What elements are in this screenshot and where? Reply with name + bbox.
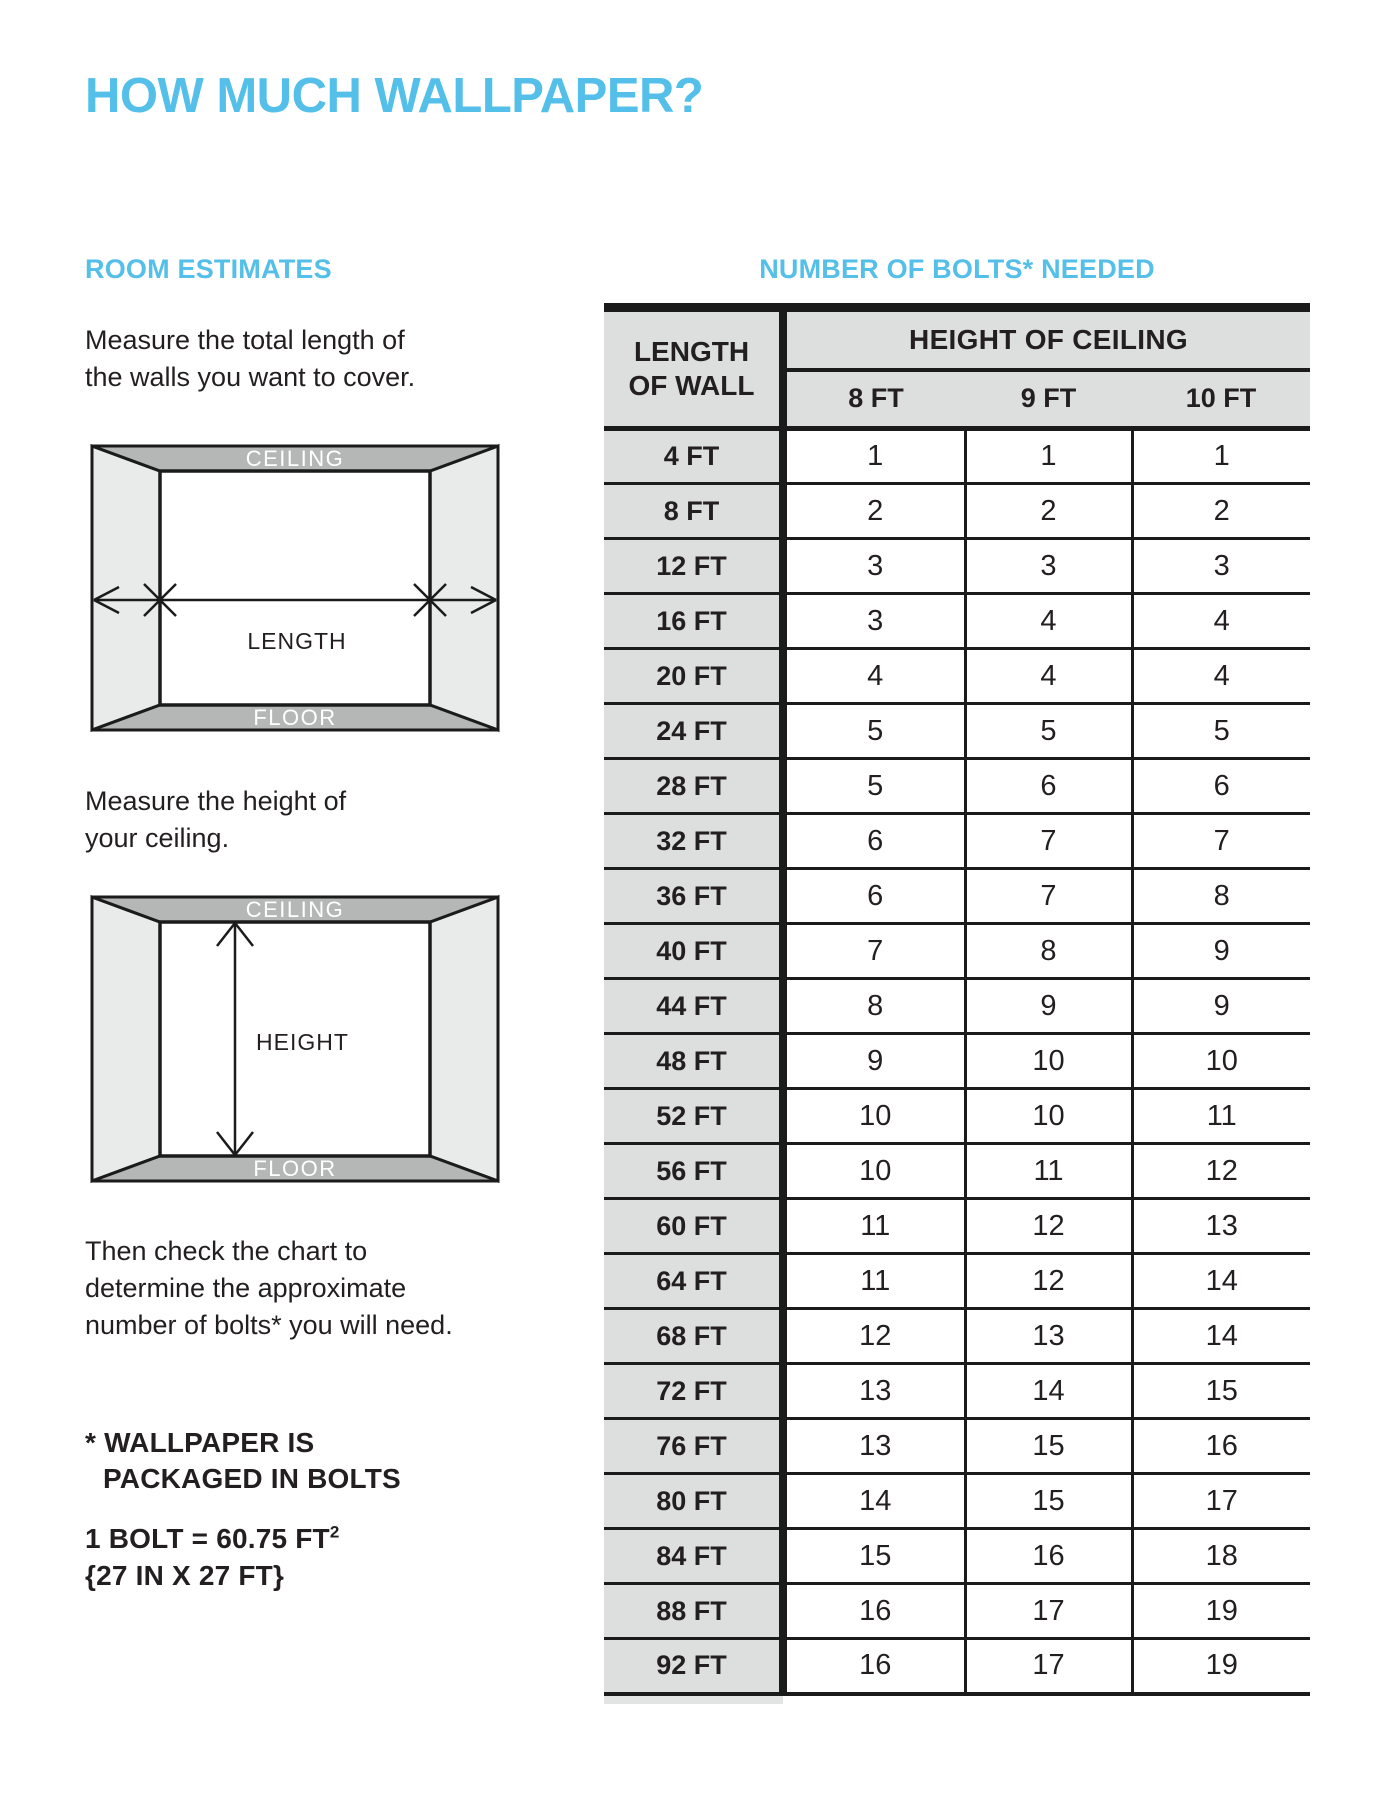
- instruction-step-3: [85, 1233, 525, 1344]
- table-row: [604, 979, 1310, 1034]
- wall-length-cell: 20 FT: [604, 649, 783, 704]
- floor-label: FLOOR: [253, 705, 337, 730]
- bolt-count-cell: 16: [783, 1639, 965, 1694]
- wall-length-cell: 28 FT: [604, 759, 783, 814]
- back-wall-panel: [160, 471, 430, 705]
- squared-exponent: 2: [329, 1522, 340, 1542]
- bolt-count-cell: 9: [965, 979, 1132, 1034]
- bolt-count-cell: 8: [965, 924, 1132, 979]
- bolt-count-cell: 12: [783, 1309, 965, 1364]
- height-measure-label: HEIGHT: [256, 1029, 349, 1055]
- bolt-count-cell: 1: [1132, 429, 1310, 484]
- bolts-needed-heading: NUMBER OF BOLTS* NEEDED: [759, 254, 1155, 284]
- wall-length-cell: 24 FT: [604, 704, 783, 759]
- length-diagram-svg: [85, 439, 505, 737]
- wall-length-cell: 64 FT: [604, 1254, 783, 1309]
- wall-length-cell: 92 FT: [604, 1639, 783, 1694]
- bolt-size-info: [85, 1520, 340, 1594]
- bolt-count-cell: 14: [783, 1474, 965, 1529]
- bolt-count-cell: 8: [783, 979, 965, 1034]
- bolt-count-cell: 4: [1132, 594, 1310, 649]
- instruction-line: the walls you want to cover.: [85, 362, 416, 392]
- left-column-stub: [604, 1696, 783, 1704]
- wall-length-cell: 32 FT: [604, 814, 783, 869]
- col-header-10ft: 10 FT: [1132, 370, 1310, 429]
- wall-length-cell: 84 FT: [604, 1529, 783, 1584]
- table-row: [604, 814, 1310, 869]
- bolt-dimensions: {27 IN X 27 FT}: [85, 1560, 285, 1591]
- bolt-count-cell: 17: [1132, 1474, 1310, 1529]
- table-row: [604, 1254, 1310, 1309]
- bolt-count-cell: 4: [965, 649, 1132, 704]
- table-row: [604, 484, 1310, 539]
- bolt-count-cell: 6: [1132, 759, 1310, 814]
- bolt-count-cell: 6: [965, 759, 1132, 814]
- bolt-count-cell: 7: [965, 869, 1132, 924]
- wall-length-cell: 4 FT: [604, 429, 783, 484]
- bolt-count-cell: 18: [1132, 1529, 1310, 1584]
- bolt-count-cell: 11: [783, 1199, 965, 1254]
- bolt-count-cell: 11: [1132, 1089, 1310, 1144]
- bolt-count-cell: 19: [1132, 1639, 1310, 1694]
- bolt-count-cell: 1: [965, 429, 1132, 484]
- bolt-count-cell: 5: [783, 704, 965, 759]
- floor-label: FLOOR: [253, 1156, 337, 1181]
- wall-length-cell: 52 FT: [604, 1089, 783, 1144]
- footnote-line: * WALLPAPER IS: [85, 1427, 315, 1458]
- bolt-count-cell: 10: [783, 1089, 965, 1144]
- bolts-table: [604, 303, 1310, 1696]
- table-row: [604, 1474, 1310, 1529]
- table-row: [604, 649, 1310, 704]
- instruction-step-2: [85, 783, 525, 857]
- table-row: [604, 1639, 1310, 1694]
- wall-length-cell: 80 FT: [604, 1474, 783, 1529]
- table-row: [604, 539, 1310, 594]
- bolt-count-cell: 14: [1132, 1309, 1310, 1364]
- table-row: [604, 1144, 1310, 1199]
- wall-length-cell: 44 FT: [604, 979, 783, 1034]
- bolt-count-cell: 9: [783, 1034, 965, 1089]
- bolt-count-cell: 2: [965, 484, 1132, 539]
- right-wall-panel: [430, 897, 498, 1181]
- footnote-line: PACKAGED IN BOLTS: [103, 1463, 401, 1494]
- col-header-9ft: 9 FT: [965, 370, 1132, 429]
- bolt-count-cell: 12: [1132, 1144, 1310, 1199]
- bolts-table-section: [604, 0, 1310, 1704]
- bolt-count-cell: 4: [965, 594, 1132, 649]
- bolt-count-cell: 14: [1132, 1254, 1310, 1309]
- wall-length-cell: 16 FT: [604, 594, 783, 649]
- bolt-count-cell: 15: [965, 1474, 1132, 1529]
- bolt-count-cell: 7: [1132, 814, 1310, 869]
- bolt-count-cell: 6: [783, 869, 965, 924]
- bolt-count-cell: 3: [783, 594, 965, 649]
- instruction-line: Measure the height of: [85, 786, 347, 816]
- right-wall-panel: [430, 446, 498, 730]
- wall-length-cell: 56 FT: [604, 1144, 783, 1199]
- bolt-count-cell: 15: [965, 1419, 1132, 1474]
- bolt-count-cell: 1: [783, 429, 965, 484]
- wall-length-cell: 48 FT: [604, 1034, 783, 1089]
- bolt-count-cell: 5: [1132, 704, 1310, 759]
- instruction-line: determine the approximate: [85, 1273, 407, 1303]
- corner-line: OF WALL: [628, 370, 755, 401]
- table-row: [604, 1419, 1310, 1474]
- bolt-count-cell: 13: [783, 1364, 965, 1419]
- height-diagram-svg: [85, 890, 505, 1188]
- bolt-count-cell: 9: [1132, 979, 1310, 1034]
- bolt-count-cell: 19: [1132, 1584, 1310, 1639]
- table-row: [604, 869, 1310, 924]
- ceiling-label: CEILING: [245, 897, 345, 922]
- table-row: [604, 704, 1310, 759]
- bolt-count-cell: 3: [783, 539, 965, 594]
- bolt-count-cell: 7: [965, 814, 1132, 869]
- wall-length-cell: 12 FT: [604, 539, 783, 594]
- bolt-count-cell: 10: [965, 1089, 1132, 1144]
- instruction-line: your ceiling.: [85, 823, 230, 853]
- instruction-step-1: [85, 322, 525, 396]
- length-measure-label: LENGTH: [247, 628, 347, 654]
- table-row: [604, 759, 1310, 814]
- bolt-count-cell: 12: [965, 1199, 1132, 1254]
- ceiling-label: CEILING: [245, 446, 345, 471]
- bolt-count-cell: 17: [965, 1584, 1132, 1639]
- height-of-ceiling-header: HEIGHT OF CEILING: [783, 308, 1310, 370]
- bolt-count-cell: 15: [783, 1529, 965, 1584]
- bolt-count-cell: 8: [1132, 869, 1310, 924]
- col-header-8ft: 8 FT: [783, 370, 965, 429]
- bolt-count-cell: 4: [1132, 649, 1310, 704]
- wall-length-cell: 8 FT: [604, 484, 783, 539]
- group-header-row: [604, 308, 1310, 370]
- bolt-count-cell: 2: [1132, 484, 1310, 539]
- table-row: [604, 1364, 1310, 1419]
- bolt-count-cell: 9: [1132, 924, 1310, 979]
- height-diagram: [85, 890, 505, 1188]
- bolt-count-cell: 10: [1132, 1034, 1310, 1089]
- left-wall-panel: [92, 446, 160, 730]
- bolt-count-cell: 5: [965, 704, 1132, 759]
- wall-length-cell: 88 FT: [604, 1584, 783, 1639]
- bolt-count-cell: 16: [965, 1529, 1132, 1584]
- wall-length-cell: 36 FT: [604, 869, 783, 924]
- instruction-line: Then check the chart to: [85, 1236, 368, 1266]
- corner-line: LENGTH: [633, 336, 750, 367]
- bolt-count-cell: 5: [783, 759, 965, 814]
- bolt-count-cell: 11: [783, 1254, 965, 1309]
- wall-length-cell: 40 FT: [604, 924, 783, 979]
- table-row: [604, 1199, 1310, 1254]
- table-row: [604, 429, 1310, 484]
- length-of-wall-header: [604, 308, 783, 429]
- wall-length-cell: 60 FT: [604, 1199, 783, 1254]
- table-row: [604, 924, 1310, 979]
- bolt-count-cell: 12: [965, 1254, 1132, 1309]
- bolt-count-cell: 13: [783, 1419, 965, 1474]
- bolt-count-cell: 17: [965, 1639, 1132, 1694]
- bolt-count-cell: 10: [783, 1144, 965, 1199]
- page-title: HOW MUCH WALLPAPER?: [85, 69, 704, 123]
- bolt-count-cell: 2: [783, 484, 965, 539]
- bolt-count-cell: 6: [783, 814, 965, 869]
- instruction-line: Measure the total length of: [85, 325, 405, 355]
- bolts-table-body: [604, 429, 1310, 1694]
- table-row: [604, 1584, 1310, 1639]
- bolt-count-cell: 15: [1132, 1364, 1310, 1419]
- bolt-count-cell: 13: [965, 1309, 1132, 1364]
- bolt-count-cell: 3: [1132, 539, 1310, 594]
- bolt-count-cell: 7: [783, 924, 965, 979]
- instruction-line: number of bolts* you will need.: [85, 1310, 453, 1340]
- table-row: [604, 1529, 1310, 1584]
- bolt-equation: 1 BOLT = 60.75 $FT^2$: [85, 1522, 340, 1554]
- wall-length-cell: 68 FT: [604, 1309, 783, 1364]
- bolt-count-cell: 10: [965, 1034, 1132, 1089]
- wall-length-cell: 72 FT: [604, 1364, 783, 1419]
- left-wall-panel: [92, 897, 160, 1181]
- table-row: [604, 1034, 1310, 1089]
- bolt-count-cell: 4: [783, 649, 965, 704]
- wall-length-cell: 76 FT: [604, 1419, 783, 1474]
- table-row: [604, 1309, 1310, 1364]
- bolt-count-cell: 14: [965, 1364, 1132, 1419]
- bolt-count-cell: 16: [783, 1584, 965, 1639]
- table-row: [604, 1089, 1310, 1144]
- bolt-count-cell: 3: [965, 539, 1132, 594]
- table-row: [604, 594, 1310, 649]
- room-estimates-heading: ROOM ESTIMATES: [85, 254, 332, 284]
- bolt-count-cell: 16: [1132, 1419, 1310, 1474]
- wallpaper-bolts-footnote: [85, 1425, 401, 1497]
- length-diagram: [85, 439, 505, 737]
- bolt-count-cell: 11: [965, 1144, 1132, 1199]
- bolt-count-cell: 13: [1132, 1199, 1310, 1254]
